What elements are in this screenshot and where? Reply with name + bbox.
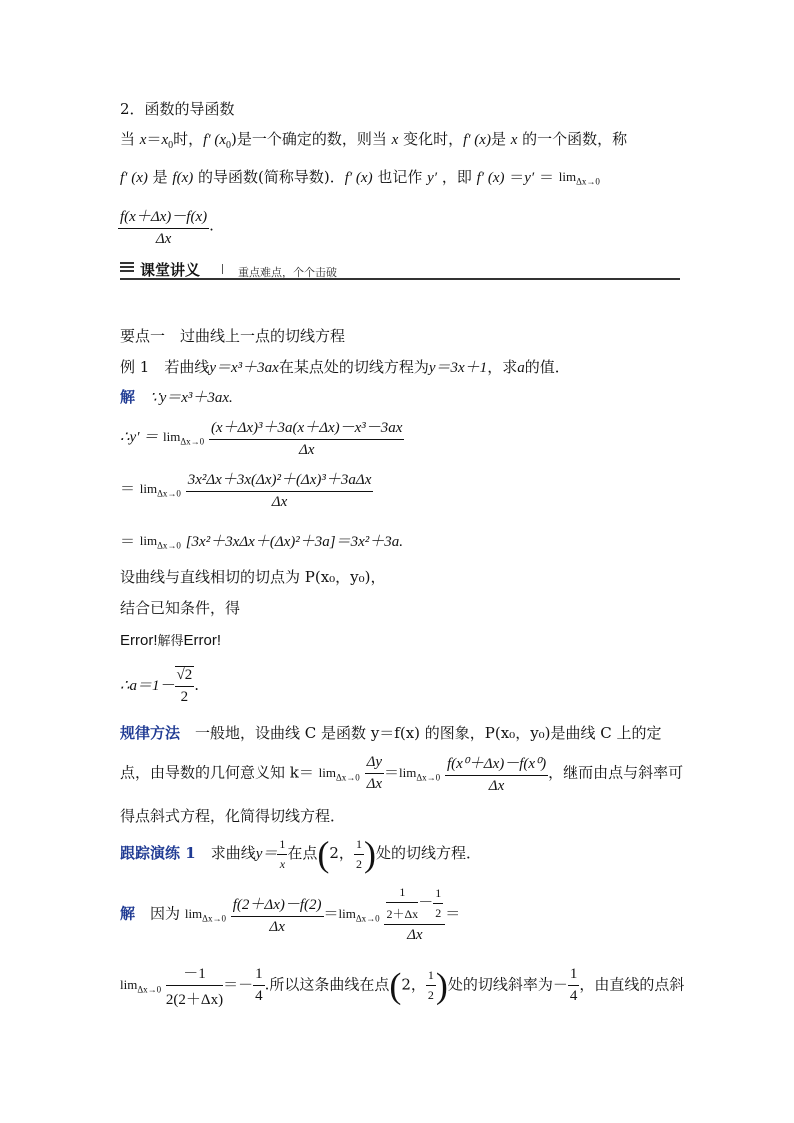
practice-solution-line-2: $\lim_{\Delta x\to 0}$ $\frac{-1}{2(2+\Delta x)}$ ＝－ $\frac{1}{4}$ .所以这条曲线在点(2， $\frac{1}{2}$ )处的切线斜率为－ $\frac{1}{4}$ ，由直线的点斜	[120, 962, 684, 1009]
solution-line-6: 结合已知条件，得	[120, 599, 241, 617]
practice-solution-line-1: 解 因为 $\lim_{\Delta x\to 0}$ $\frac{f(2+\Delta x)-f(2)}{\Delta x}$ $=\lim_{\Delta x\to 0}$ $\frac{1}{2+\Delta x}$ － $\frac{1}{2}$ Δx ＝	[120, 885, 461, 943]
banner-lines-icon	[120, 262, 134, 274]
solution-line-3: ＝ $\lim_{\Delta x\to 0}$ $\frac{\text{3x²Δx＋3x(Δx)²＋(Δx)³＋3aΔx}}{\Delta x}$	[120, 468, 373, 511]
method-line-1: 规律方法 一般地，设曲线 C 是函数 y＝f(x) 的图象，P(x₀，y₀)是曲线 C 上的定	[120, 724, 662, 742]
section-heading: 2．函数的导函数	[120, 100, 235, 118]
method-line-3: 得点斜式方程，化简得切线方程．	[120, 807, 346, 825]
example-1: 例 1 若曲线y＝x³＋3ax在某点处的切线方程为y＝3x＋1，求a的值．	[120, 358, 570, 376]
definition-line-1: 当 $x=x_0$时，f′ $(x_0)$是一个确定的数，则当 x 变化时，f′ (x)是 x 的一个函数，称	[120, 130, 628, 151]
solution-line-4: ＝ $\lim_{\Delta x\to 0} [3x^2+3x\Delta x+(\Delta x)^2+3a]=3x^2+3a$.	[120, 532, 404, 551]
solution-line-5: 设曲线与直线相切的切点为 P(x₀，y₀)，	[120, 568, 386, 586]
banner-underline	[120, 278, 680, 280]
solution-line-1: 解 ∵y＝x³＋3ax.	[120, 388, 233, 406]
definition-line-2: f′ (x) 是 f(x) 的导函数(简称导数)．f′ (x) 也记作 y′ ，即 f′ $(x) =y' = \lim_{\Delta x\to 0}$	[120, 168, 600, 187]
banner-divider-icon	[222, 264, 233, 274]
solution-line-7: Error!解得Error!	[120, 632, 222, 649]
solution-line-2: ∴y′ ＝ $\lim_{\Delta x\to 0}$ $\frac{\text{(x＋Δx)³＋3a(x＋Δx)－x³－3ax}}{\Delta x}$	[120, 416, 404, 459]
banner-subtitle: 重点难点，个个击破	[238, 266, 337, 279]
banner-title: 课堂讲义	[140, 261, 201, 279]
method-line-2: 点，由导数的几何意义知 $k= \lim_{\Delta x\to 0}$ $\frac{\Delta y}{\Delta x}$ $=\lim_{\Delta x\to 0}$ $\frac{\text{f(x⁰＋Δx)－f(x⁰)}}{\Delta x}$ ，继而由点与斜率可	[120, 754, 684, 794]
practice-question: 跟踪演练 1 求曲线y＝ $\frac{1}{x}$ 在点(2， $\frac{1}{2}$ )处的切线方程．	[120, 834, 481, 874]
point-heading: 要点一 过曲线上一点的切线方程	[120, 327, 346, 345]
limit-symbol: $\lim_{\Delta x\to 0}$	[558, 169, 600, 187]
derivative-definition-fraction: $\frac{f(x+\Delta x)-f(x)}{\Delta x}$ .	[118, 205, 214, 248]
solution-line-8: ∴a＝1－ $\frac{√2}{2}$ .	[120, 667, 200, 705]
